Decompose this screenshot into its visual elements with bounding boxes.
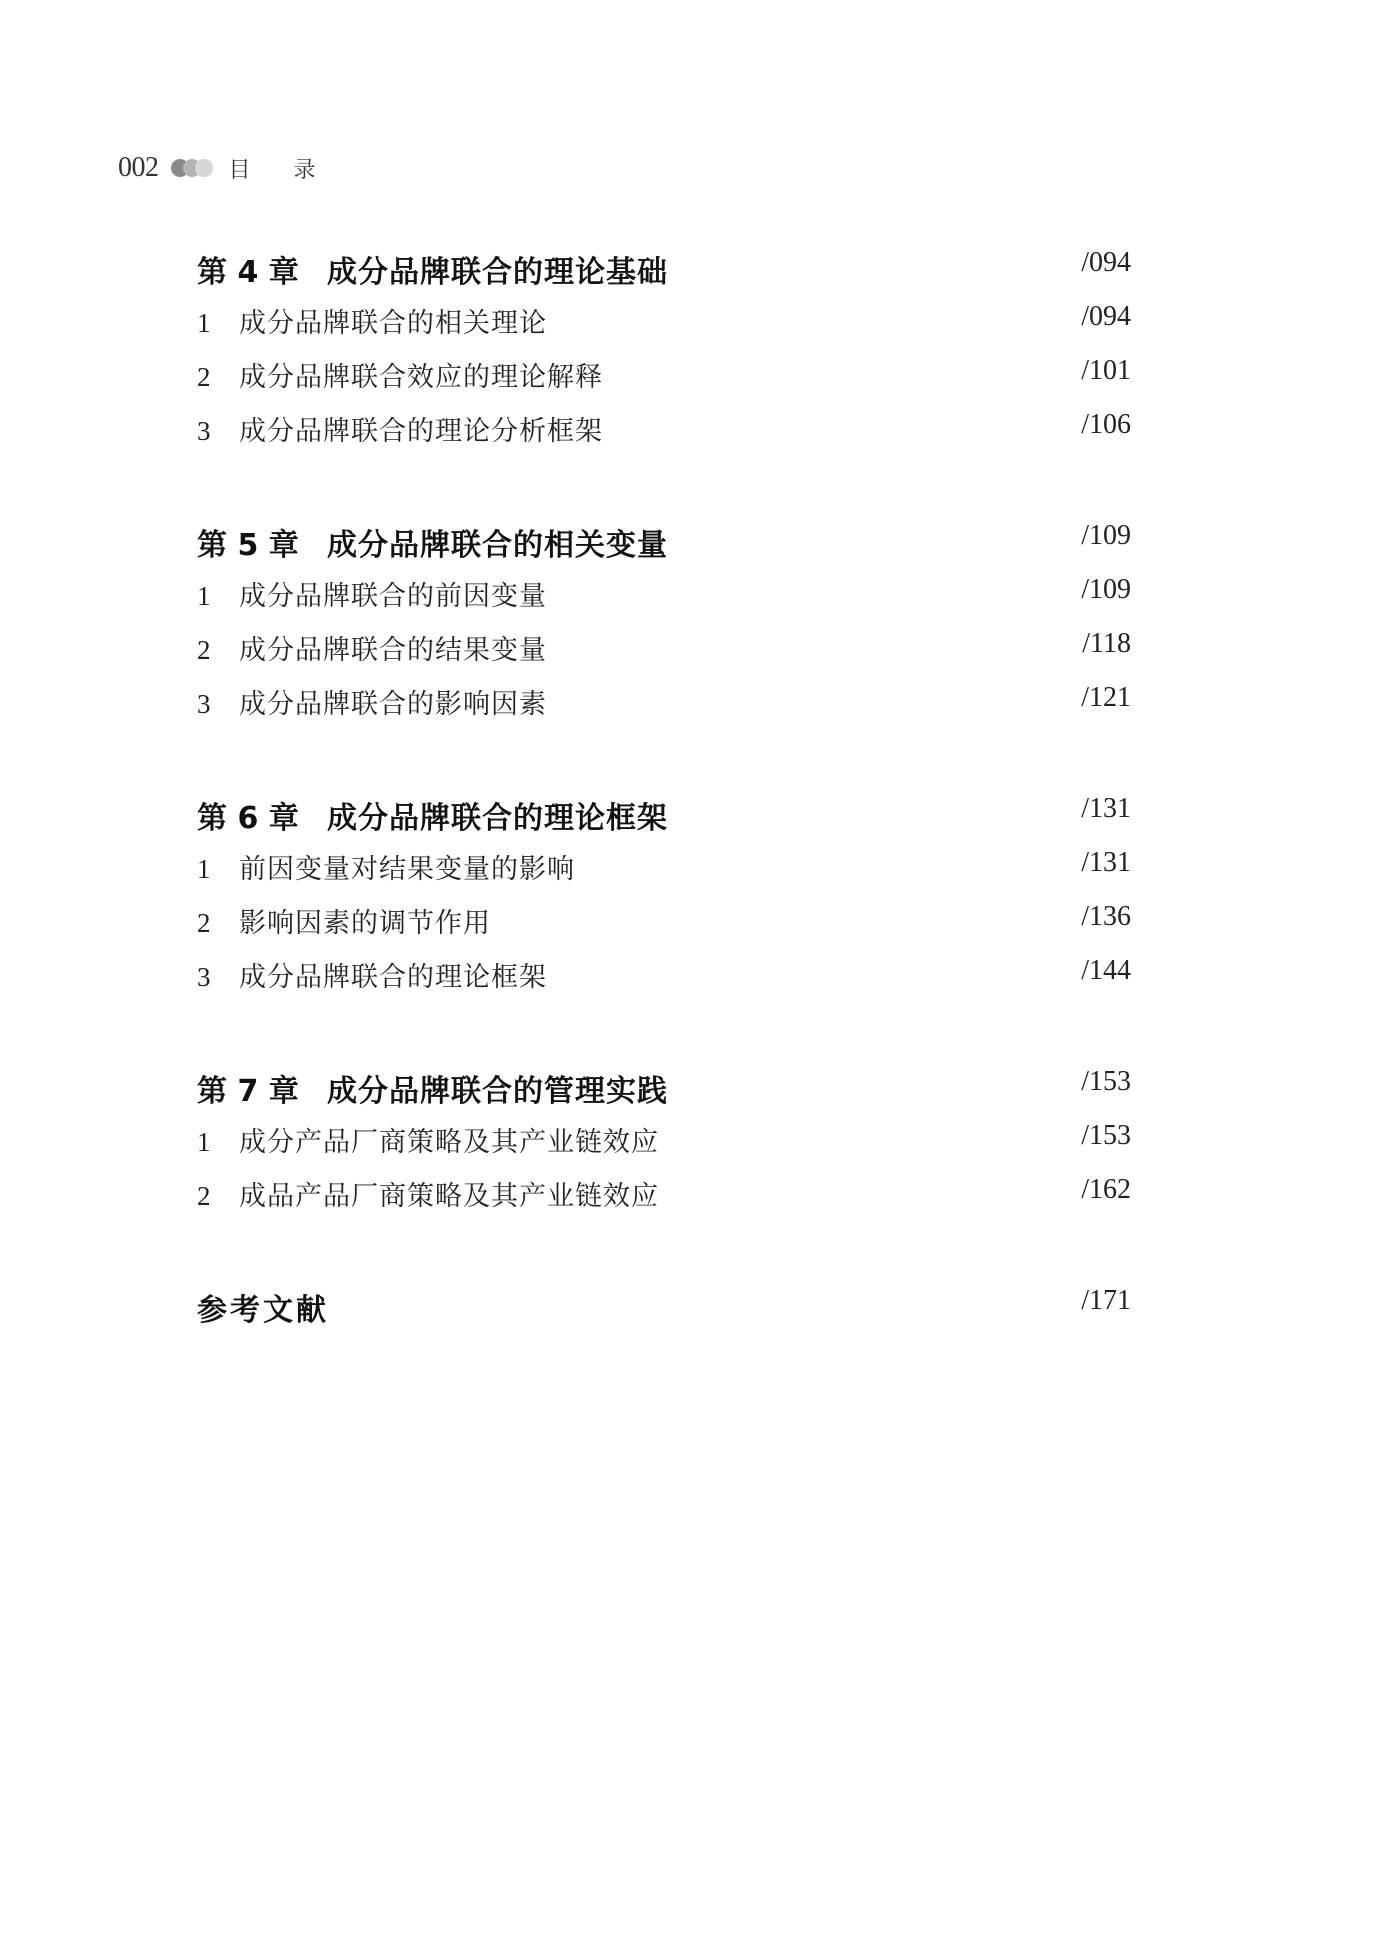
section-title: 成分品牌联合的结果变量 (239, 635, 547, 666)
chapter-title: 成分品牌联合的理论基础 (327, 255, 668, 290)
page-ref: /136 (1081, 901, 1131, 932)
page-ref: /171 (1081, 1285, 1131, 1316)
section-title: 成分品牌联合的影响因素 (239, 689, 547, 720)
page-ref: /131 (1081, 793, 1131, 824)
section-entry[interactable] (197, 628, 1131, 682)
section-number: 3 (197, 416, 211, 446)
section-title: 成分品牌联合效应的理论解释 (239, 362, 603, 393)
chapter-label: 第 4 章 (197, 255, 299, 290)
chapter-heading[interactable] (197, 247, 1131, 301)
section-title: 前因变量对结果变量的影响 (239, 854, 575, 885)
references-heading[interactable] (197, 1285, 1131, 1339)
page-header (118, 150, 334, 186)
section-number: 3 (197, 689, 211, 719)
page-ref: /153 (1081, 1066, 1131, 1097)
page-ref: /121 (1081, 682, 1131, 713)
page-ref: /094 (1081, 301, 1131, 332)
section-entry[interactable] (197, 682, 1131, 736)
section-entry[interactable] (197, 901, 1131, 955)
section-entry[interactable] (197, 955, 1131, 1009)
header-label: 目 录 (228, 157, 334, 183)
section-entry[interactable] (197, 847, 1131, 901)
section-number: 2 (197, 1181, 211, 1211)
chapter-7 (197, 1066, 1131, 1228)
decorative-dots-icon (171, 159, 213, 177)
chapter-6 (197, 793, 1131, 1009)
section-entry[interactable] (197, 1120, 1131, 1174)
section-title: 成分品牌联合的理论框架 (239, 962, 547, 993)
page-ref: /118 (1082, 628, 1131, 659)
page-ref: /094 (1081, 247, 1131, 278)
page-ref: /162 (1081, 1174, 1131, 1205)
section-title: 成分品牌联合的前因变量 (239, 581, 547, 612)
chapter-4 (197, 247, 1131, 463)
chapter-heading[interactable] (197, 793, 1131, 847)
section-number: 1 (197, 854, 211, 884)
section-entry[interactable] (197, 574, 1131, 628)
page-ref: /109 (1081, 574, 1131, 605)
chapter-5 (197, 520, 1131, 736)
section-number: 1 (197, 1127, 211, 1157)
section-title: 成分产品厂商策略及其产业链效应 (239, 1127, 659, 1158)
chapter-title: 成分品牌联合的理论框架 (327, 801, 668, 836)
section-number: 1 (197, 581, 211, 611)
page-ref: /109 (1081, 520, 1131, 551)
chapter-label: 第 5 章 (197, 528, 299, 563)
section-title: 成分品牌联合的相关理论 (239, 308, 547, 339)
chapter-title: 成分品牌联合的管理实践 (327, 1074, 668, 1109)
chapter-title: 成分品牌联合的相关变量 (327, 528, 668, 563)
section-number: 3 (197, 962, 211, 992)
dot-light (195, 159, 213, 177)
page-ref: /144 (1081, 955, 1131, 986)
page-ref: /106 (1081, 409, 1131, 440)
section-entry[interactable] (197, 1174, 1131, 1228)
section-number: 1 (197, 308, 211, 338)
chapter-heading[interactable] (197, 520, 1131, 574)
table-of-contents (197, 247, 1131, 1396)
page-ref: /131 (1081, 847, 1131, 878)
section-entry[interactable] (197, 301, 1131, 355)
page-number: 002 (118, 152, 159, 183)
section-number: 2 (197, 362, 211, 392)
section-number: 2 (197, 908, 211, 938)
section-title: 成分品牌联合的理论分析框架 (239, 416, 603, 447)
section-number: 2 (197, 635, 211, 665)
section-title: 影响因素的调节作用 (239, 908, 491, 939)
references (197, 1285, 1131, 1339)
chapter-label: 第 7 章 (197, 1074, 299, 1109)
page-ref: /153 (1081, 1120, 1131, 1151)
chapter-heading[interactable] (197, 1066, 1131, 1120)
page-ref: /101 (1081, 355, 1131, 386)
chapter-label: 第 6 章 (197, 801, 299, 836)
references-title: 参考文献 (197, 1293, 329, 1328)
section-entry[interactable] (197, 355, 1131, 409)
section-entry[interactable] (197, 409, 1131, 463)
section-title: 成品产品厂商策略及其产业链效应 (239, 1181, 659, 1212)
